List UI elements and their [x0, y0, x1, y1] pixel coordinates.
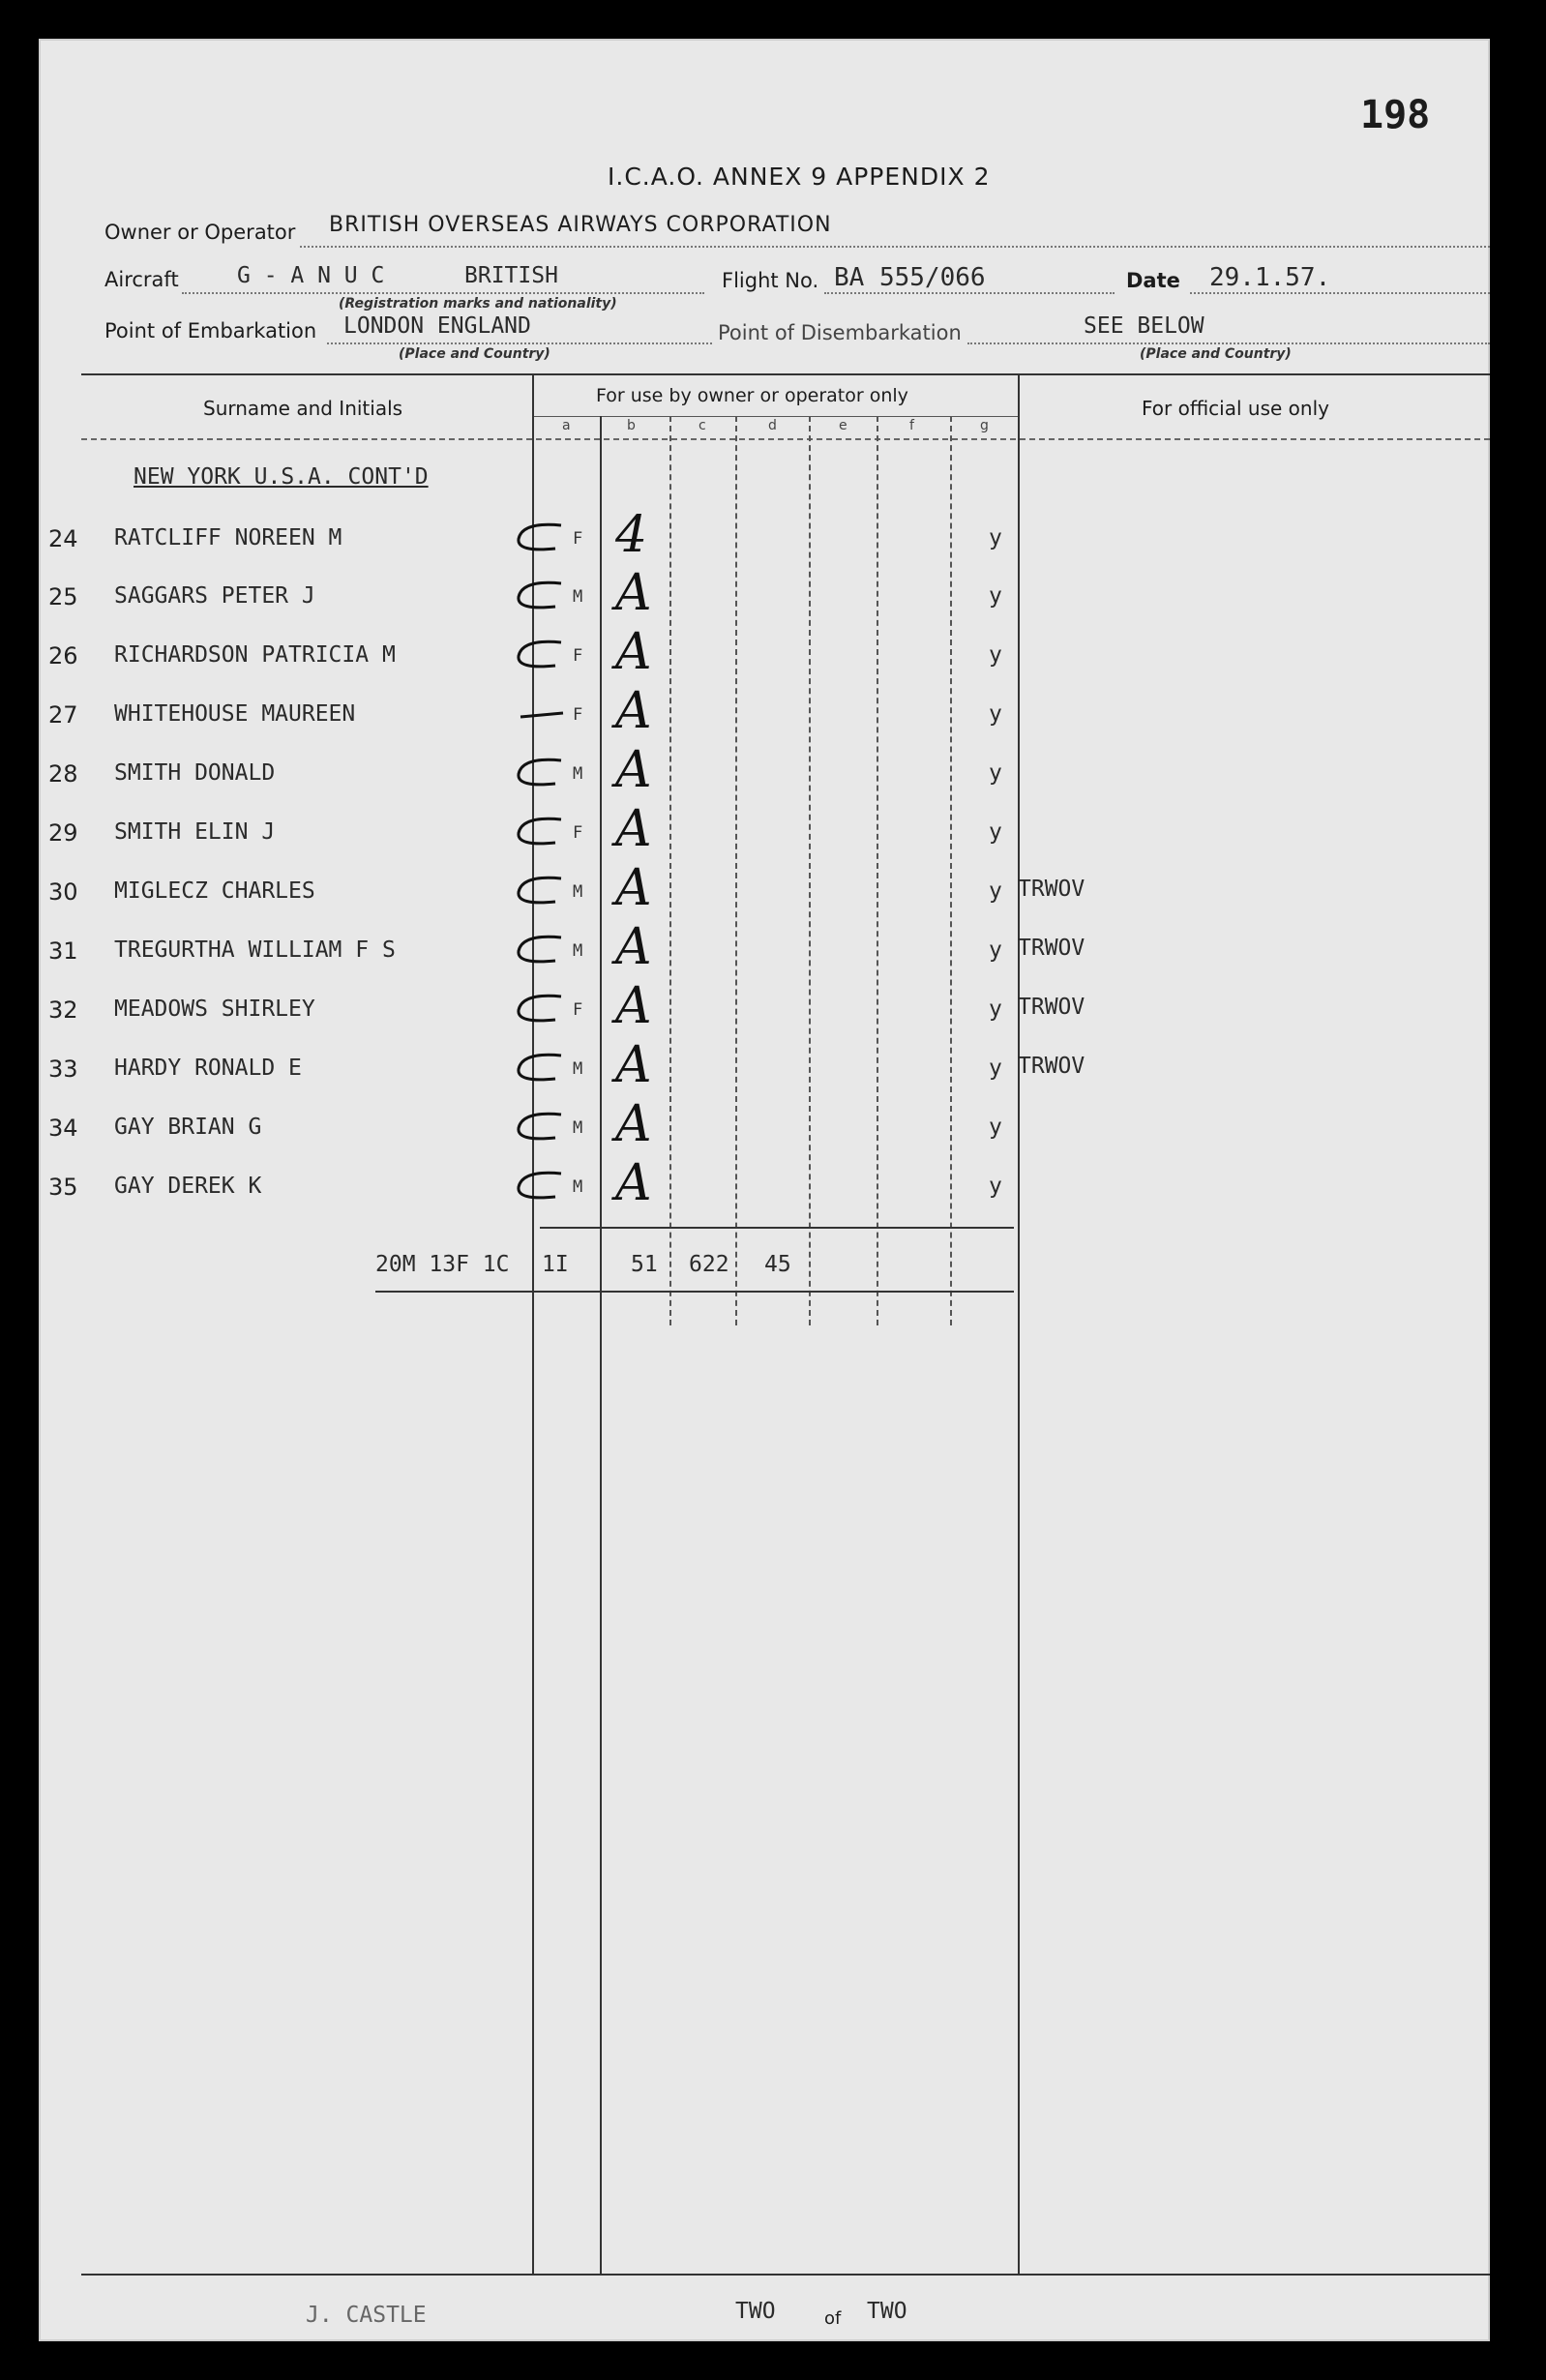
section-heading: NEW YORK U.S.A. CONT'D	[134, 464, 429, 490]
column-header-surname: Surname and Initials	[203, 397, 403, 420]
handwritten-mark: A	[615, 1036, 652, 1094]
handwritten-mark: A	[615, 564, 652, 622]
passenger-name: GAY DEREK K	[114, 1174, 262, 1199]
form-title: I.C.A.O. ANNEX 9 APPENDIX 2	[608, 163, 991, 191]
tick-mark-icon	[511, 755, 569, 791]
column-g-mark: y	[989, 878, 1002, 904]
aircraft-nationality: BRITISH	[464, 263, 558, 288]
column-g-mark: y	[989, 937, 1002, 963]
passenger-name: TREGURTHA WILLIAM F S	[114, 937, 396, 963]
tick-mark-icon	[511, 873, 569, 909]
handwritten-mark: A	[615, 800, 652, 858]
handwritten-mark: A	[615, 918, 652, 976]
passenger-name: HARDY RONALD E	[114, 1056, 302, 1081]
handwritten-mark: A	[615, 741, 652, 799]
table-row	[39, 682, 1490, 750]
passenger-name: RICHARDSON PATRICIA M	[114, 642, 396, 668]
sex-code: M	[573, 1177, 583, 1197]
disembarkation-dotline	[967, 342, 1490, 344]
handwritten-mark: A	[615, 623, 652, 681]
table-row	[39, 859, 1490, 927]
footer-signature: J. CASTLE	[306, 2303, 427, 2328]
handwritten-mark: A	[615, 1154, 652, 1212]
handwritten-mark: A	[615, 1095, 652, 1153]
sex-code: M	[573, 764, 583, 784]
row-number: 29	[48, 819, 78, 847]
column-g-mark: y	[989, 583, 1002, 609]
aircraft-label: Aircraft	[104, 268, 179, 291]
tick-mark-icon	[511, 1109, 569, 1145]
embarkation-note: (Place and Country)	[399, 346, 550, 362]
totals-top-rule	[540, 1227, 1014, 1229]
table-row	[39, 623, 1490, 691]
embarkation-label: Point of Embarkation	[104, 319, 317, 342]
owner-value: BRITISH OVERSEAS AIRWAYS CORPORATION	[329, 213, 832, 237]
column-g-mark: y	[989, 760, 1002, 786]
table-row	[39, 1036, 1490, 1104]
row-number: 25	[48, 583, 78, 610]
table-row	[39, 918, 1490, 986]
tick-mark-icon	[511, 991, 569, 1027]
table-row	[39, 800, 1490, 868]
sex-code: M	[573, 587, 583, 607]
totals-col-a: 1I	[542, 1252, 569, 1277]
table-row	[39, 564, 1490, 632]
flight-label: Flight No.	[722, 269, 819, 292]
totals-summary: 20M 13F 1C	[375, 1252, 510, 1277]
column-g-mark: y	[989, 997, 1002, 1022]
flight-dotline	[824, 292, 1115, 294]
row-number: 28	[48, 760, 78, 788]
column-header-owner: For use by owner or operator only	[596, 385, 908, 406]
passenger-name: SMITH ELIN J	[114, 819, 276, 845]
date-label: Date	[1126, 269, 1180, 292]
disembarkation-value: SEE BELOW	[1084, 313, 1204, 339]
embarkation-value: LONDON ENGLAND	[343, 313, 531, 339]
footer-page-current: TWO	[735, 2299, 776, 2324]
row-number: 31	[48, 937, 78, 965]
table-row	[39, 1154, 1490, 1222]
footer-page-total: TWO	[867, 2299, 907, 2324]
tick-mark-icon	[511, 1168, 569, 1205]
sex-code: F	[573, 646, 583, 666]
sub-column-letter: e	[839, 418, 847, 433]
owner-label: Owner or Operator	[104, 221, 296, 244]
tick-mark-icon	[511, 814, 569, 850]
sub-column-letter: g	[980, 418, 989, 433]
dash-mark-icon	[511, 696, 569, 732]
sub-column-letter: f	[909, 418, 914, 433]
totals-col-c: 622	[689, 1252, 729, 1277]
table-row	[39, 506, 1490, 574]
passenger-name: SAGGARS PETER J	[114, 583, 315, 609]
table-bottom-rule	[81, 2274, 1490, 2276]
column-g-mark: y	[989, 525, 1002, 550]
sex-code: F	[573, 1000, 583, 1020]
tick-mark-icon	[511, 578, 569, 614]
date-value: 29.1.57.	[1209, 263, 1331, 292]
table-header-rule	[81, 438, 1490, 440]
passenger-name: MIGLECZ CHARLES	[114, 878, 315, 904]
table-top-rule	[81, 373, 1490, 375]
sex-code: M	[573, 882, 583, 902]
column-g-mark: y	[989, 819, 1002, 845]
passenger-name: GAY BRIAN G	[114, 1115, 262, 1140]
handwritten-mark: A	[615, 859, 652, 917]
tick-mark-icon	[511, 1050, 569, 1086]
handwritten-mark: A	[615, 682, 652, 740]
flight-number: BA 555/066	[834, 263, 986, 292]
passenger-name: SMITH DONALD	[114, 760, 276, 786]
table-row	[39, 977, 1490, 1045]
row-number: 30	[48, 878, 78, 906]
column-g-mark: y	[989, 1115, 1002, 1140]
handwritten-mark: 4	[615, 506, 648, 564]
sex-code: F	[573, 823, 583, 843]
row-number: 33	[48, 1056, 78, 1083]
column-g-mark: y	[989, 1174, 1002, 1199]
row-number: 27	[48, 701, 78, 729]
official-note: TRWOV	[1018, 877, 1085, 902]
column-g-mark: y	[989, 1056, 1002, 1081]
sex-code: F	[573, 529, 583, 549]
column-header-official: For official use only	[1142, 397, 1329, 420]
owner-subheader-rule	[534, 416, 1018, 417]
column-g-mark: y	[989, 701, 1002, 727]
sex-code: M	[573, 1059, 583, 1079]
column-g-mark: y	[989, 642, 1002, 668]
aircraft-dotline	[182, 292, 704, 294]
aircraft-registration: G - A N U C	[237, 263, 385, 288]
row-number: 32	[48, 997, 78, 1024]
disembarkation-note: (Place and Country)	[1140, 346, 1292, 362]
manifest-page	[39, 39, 1490, 2341]
row-number: 24	[48, 525, 78, 552]
official-note: TRWOV	[1018, 995, 1085, 1020]
tick-mark-icon	[511, 637, 569, 673]
sex-code: F	[573, 705, 583, 725]
disembarkation-label: Point of Disembarkation	[718, 321, 962, 344]
date-dotline	[1190, 292, 1490, 294]
embarkation-dotline	[327, 342, 712, 344]
totals-bottom-rule	[375, 1291, 1014, 1293]
sub-column-letter: c	[699, 418, 706, 433]
tick-mark-icon	[511, 520, 569, 556]
sub-column-letter: b	[627, 418, 636, 433]
owner-dotline	[300, 246, 1490, 248]
footer-of-label: of	[824, 2308, 842, 2329]
official-note: TRWOV	[1018, 1054, 1085, 1079]
row-number: 26	[48, 642, 78, 669]
page-number: 198	[1360, 93, 1431, 137]
tick-mark-icon	[511, 932, 569, 968]
passenger-name: RATCLIFF NOREEN M	[114, 525, 342, 550]
totals-col-d: 45	[764, 1252, 791, 1277]
sex-code: M	[573, 941, 583, 961]
row-number: 35	[48, 1174, 78, 1201]
passenger-name: WHITEHOUSE MAUREEN	[114, 701, 356, 727]
official-note: TRWOV	[1018, 936, 1085, 961]
passenger-name: MEADOWS SHIRLEY	[114, 997, 315, 1022]
sub-column-letter: a	[562, 418, 571, 433]
sex-code: M	[573, 1118, 583, 1138]
row-number: 34	[48, 1115, 78, 1142]
table-row	[39, 1095, 1490, 1163]
aircraft-note: (Registration marks and nationality)	[339, 296, 617, 312]
sub-column-letter: d	[768, 418, 777, 433]
handwritten-mark: A	[615, 977, 652, 1035]
totals-col-b: 51	[631, 1252, 658, 1277]
table-row	[39, 741, 1490, 809]
